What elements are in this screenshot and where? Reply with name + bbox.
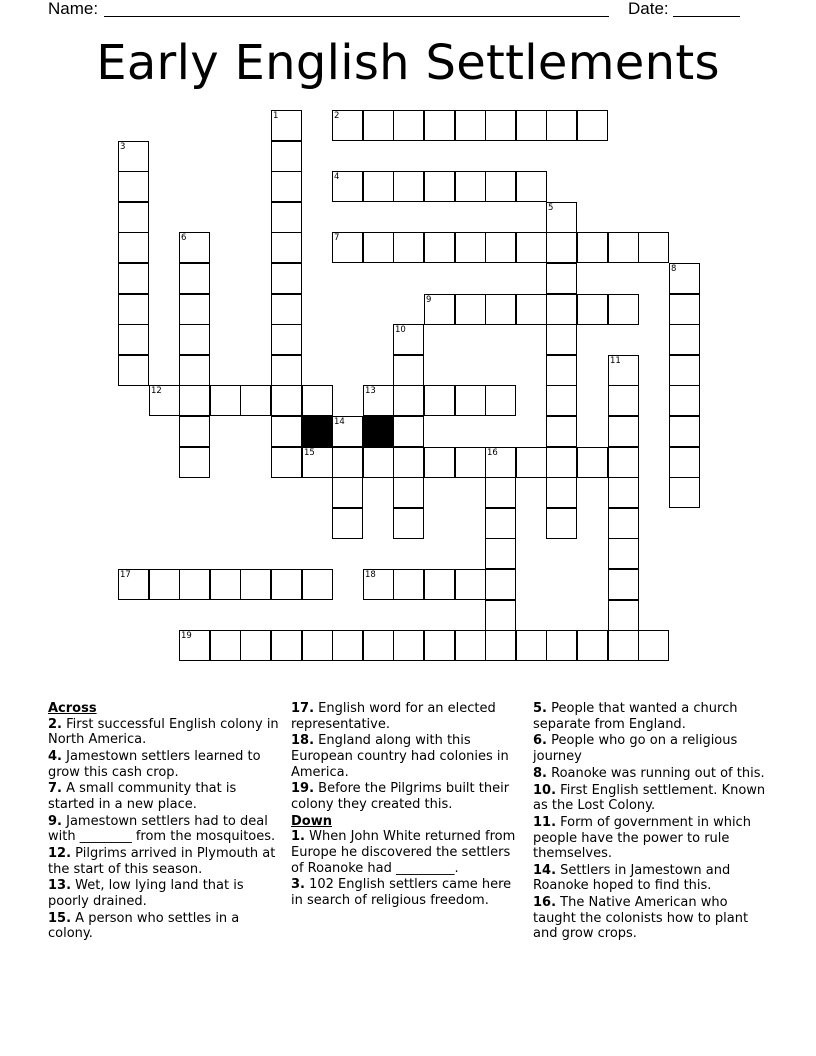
clue-number-label: 3. (291, 877, 305, 893)
clue-number-label: 10. (533, 782, 557, 798)
crossword-cell[interactable] (455, 447, 486, 478)
crossword-cell[interactable] (516, 630, 547, 661)
crossword-cell[interactable] (118, 141, 149, 172)
crossword-cell[interactable] (577, 630, 608, 661)
crossword-cell[interactable] (332, 171, 363, 202)
crossword-cell[interactable] (332, 477, 363, 508)
clue-number: 4 (334, 172, 340, 182)
crossword-cell[interactable] (363, 569, 394, 600)
clue-text: 102 English settlers came here in search of religious freedom. (291, 877, 512, 908)
clue-number-label: 15. (48, 910, 72, 926)
crossword-cell[interactable] (455, 294, 486, 325)
across-clue (48, 781, 280, 812)
crossword-cell[interactable] (608, 569, 639, 600)
across-clue (48, 717, 280, 748)
crossword-cell[interactable] (210, 630, 241, 661)
clue-text: People that wanted a church separate from England. (533, 701, 738, 732)
down-clue (291, 877, 523, 908)
crossword-cell[interactable] (546, 202, 577, 233)
clue-number: 19 (181, 631, 192, 641)
clue-number-label: 5. (533, 701, 547, 716)
crossword-cell[interactable] (332, 110, 363, 141)
clue-number-label: 6. (533, 733, 547, 749)
down-clue (533, 863, 769, 894)
crossword-cell[interactable] (608, 294, 639, 325)
clue-number-label: 9. (48, 813, 62, 829)
clue-text: Settlers in Jamestown and Roanoke hoped to find this. (533, 862, 731, 894)
clue-number-label: 2. (48, 716, 62, 732)
crossword-cell[interactable] (669, 294, 700, 325)
crossword-cell[interactable] (638, 232, 669, 263)
crossword-cell[interactable] (240, 569, 271, 600)
crossword-cell[interactable] (393, 508, 424, 539)
crossword-cell[interactable] (179, 416, 210, 447)
crossword-cell[interactable] (424, 385, 455, 416)
clue-text: Before the Pilgrims built their colony they created this. (291, 781, 510, 812)
crossword-cell[interactable] (179, 294, 210, 325)
clue-text: People who go on a religious journey (533, 733, 738, 764)
crossword-cell[interactable] (577, 447, 608, 478)
crossword-cell[interactable] (179, 263, 210, 294)
crossword-cell[interactable] (271, 141, 302, 172)
clue-number: 9 (426, 295, 432, 305)
crossword-cell[interactable] (485, 447, 516, 478)
clue-number-label: 7. (48, 781, 62, 797)
crossword-cell[interactable] (118, 569, 149, 600)
crossword-cell[interactable] (363, 385, 394, 416)
down-clue (291, 829, 523, 876)
crossword-cell[interactable] (393, 355, 424, 386)
crossword-cell[interactable] (149, 569, 180, 600)
crossword-cell[interactable] (363, 171, 394, 202)
down-clue (533, 783, 769, 814)
crossword-cell[interactable] (332, 508, 363, 539)
crossword-cell[interactable] (516, 110, 547, 141)
crossword-cell[interactable] (485, 110, 516, 141)
crossword-cell[interactable] (669, 447, 700, 478)
crossword-cell[interactable] (455, 171, 486, 202)
crossword-cell[interactable] (608, 416, 639, 447)
across-clue (48, 878, 280, 909)
crossword-cell[interactable] (669, 477, 700, 508)
crossword-cell[interactable] (393, 171, 424, 202)
clue-text: Roanoke was running out of this. (546, 765, 765, 781)
crossword-cell[interactable] (271, 416, 302, 447)
crossword-cell[interactable] (669, 263, 700, 294)
crossword-cell[interactable] (179, 355, 210, 386)
crossword-cell[interactable] (669, 416, 700, 447)
crossword-cell[interactable] (332, 630, 363, 661)
crossword-cell[interactable] (363, 447, 394, 478)
crossword-cell[interactable] (546, 416, 577, 447)
clue-text: When John White returned from Europe he discovered the settlers of Roanoke had _________. (291, 829, 516, 876)
clue-text: Form of government in which people have the power to rule themselves. (533, 814, 751, 862)
clues-column-1 (48, 701, 280, 943)
crossword-cell[interactable] (118, 263, 149, 294)
crossword-cell[interactable] (455, 110, 486, 141)
crossword-cell[interactable] (179, 232, 210, 263)
across-clue (291, 781, 523, 812)
crossword-cell[interactable] (546, 232, 577, 263)
crossword-cell[interactable] (424, 569, 455, 600)
crossword-cell[interactable] (332, 447, 363, 478)
crossword-cell[interactable] (455, 232, 486, 263)
clue-number-label: 4. (48, 748, 62, 764)
crossword-cell[interactable] (638, 630, 669, 661)
crossword-cell[interactable] (546, 447, 577, 478)
crossword-cell[interactable] (485, 538, 516, 569)
clue-number: 17 (120, 570, 131, 580)
crossword-cell[interactable] (485, 569, 516, 600)
name-label: Name: (48, 0, 99, 18)
clues-column-3 (533, 701, 769, 943)
puzzle-title: Early English Settlements (96, 35, 720, 91)
across-clue (48, 911, 280, 942)
clue-number: 3 (120, 142, 126, 152)
crossword-cell[interactable] (608, 600, 639, 631)
crossword-block (363, 416, 394, 447)
crossword-cell[interactable] (424, 232, 455, 263)
crossword-cell[interactable] (608, 630, 639, 661)
crossword-cell[interactable] (271, 447, 302, 478)
clues-column-2 (291, 701, 523, 910)
clue-text: A small community that is started in a new place. (48, 781, 237, 812)
crossword-cell[interactable] (424, 630, 455, 661)
crossword-cell[interactable] (271, 263, 302, 294)
crossword-cell[interactable] (455, 630, 486, 661)
crossword-cell[interactable] (271, 110, 302, 141)
crossword-cell[interactable] (516, 232, 547, 263)
crossword-cell[interactable] (302, 569, 333, 600)
clue-text: First English settlement. Known as the Lost Colony. (533, 782, 766, 814)
clue-number-label: 16. (533, 895, 557, 911)
clue-number: 12 (151, 386, 162, 396)
clue-number: 2 (334, 111, 340, 121)
crossword-cell[interactable] (271, 171, 302, 202)
crossword-cell[interactable] (271, 569, 302, 600)
across-clue (48, 814, 280, 845)
crossword-cell[interactable] (669, 385, 700, 416)
crossword-cell[interactable] (546, 477, 577, 508)
clue-text: A person who settles in a colony. (48, 910, 240, 942)
across-clue (291, 733, 523, 780)
clue-number: 8 (671, 264, 677, 274)
crossword-cell[interactable] (393, 477, 424, 508)
crossword-cell[interactable] (608, 508, 639, 539)
crossword-cell[interactable] (424, 110, 455, 141)
clue-number: 11 (610, 356, 621, 366)
crossword-cell[interactable] (179, 447, 210, 478)
clue-number: 16 (487, 448, 498, 458)
crossword-cell[interactable] (608, 538, 639, 569)
crossword-cell[interactable] (179, 385, 210, 416)
across-clue (48, 749, 280, 780)
clue-text: Jamestown settlers had to deal with ________ from the mosquitoes. (48, 813, 276, 845)
clue-text: The Native American who taught the colonists how to plant and grow crops. (533, 895, 749, 942)
down-clue (533, 701, 769, 732)
crossword-cell[interactable] (118, 324, 149, 355)
crossword-cell[interactable] (118, 232, 149, 263)
crossword-cell[interactable] (485, 294, 516, 325)
clue-number: 1 (273, 111, 279, 121)
clue-number-label: 18. (291, 733, 315, 749)
clue-number-label: 14. (533, 862, 557, 878)
crossword-cell[interactable] (455, 385, 486, 416)
date-label: Date: (628, 0, 669, 18)
crossword-cell[interactable] (332, 232, 363, 263)
crossword-cell[interactable] (179, 630, 210, 661)
clue-text: Jamestown settlers learned to grow this cash crop. (48, 748, 261, 780)
crossword-cell[interactable] (577, 110, 608, 141)
clue-number: 6 (181, 233, 187, 243)
crossword-cell[interactable] (546, 630, 577, 661)
clue-number-label: 8. (533, 765, 547, 781)
clue-number: 10 (395, 325, 406, 335)
crossword-cell[interactable] (669, 324, 700, 355)
crossword-cell[interactable] (485, 630, 516, 661)
crossword-cell[interactable] (302, 385, 333, 416)
crossword-cell[interactable] (271, 294, 302, 325)
crossword-cell[interactable] (577, 232, 608, 263)
crossword-cell[interactable] (546, 110, 577, 141)
crossword-cell[interactable] (332, 416, 363, 447)
crossword-cell[interactable] (546, 355, 577, 386)
down-heading: Down (291, 813, 332, 829)
clue-text: Pilgrims arrived in Plymouth at the start of this season. (48, 846, 276, 877)
across-heading: Across (48, 701, 97, 716)
crossword-cell[interactable] (546, 294, 577, 325)
crossword-cell[interactable] (608, 447, 639, 478)
clue-number: 7 (334, 233, 340, 243)
crossword-cell[interactable] (546, 324, 577, 355)
crossword-cell[interactable] (485, 232, 516, 263)
crossword-cell[interactable] (393, 110, 424, 141)
clue-number: 14 (334, 417, 345, 427)
crossword-cell[interactable] (485, 171, 516, 202)
crossword-cell[interactable] (393, 232, 424, 263)
crossword-cell[interactable] (393, 569, 424, 600)
clue-text: English word for an elected representative. (291, 701, 496, 732)
crossword-cell[interactable] (271, 355, 302, 386)
crossword-cell[interactable] (608, 477, 639, 508)
clue-text: Wet, low lying land that is poorly drained. (48, 878, 244, 910)
crossword-cell[interactable] (424, 294, 455, 325)
crossword-cell[interactable] (485, 508, 516, 539)
crossword-cell[interactable] (608, 355, 639, 386)
crossword-cell[interactable] (179, 324, 210, 355)
crossword-cell[interactable] (179, 569, 210, 600)
clue-text: First successful English colony in North America. (48, 716, 279, 748)
crossword-cell[interactable] (669, 355, 700, 386)
crossword-cell[interactable] (302, 447, 333, 478)
crossword-cell[interactable] (149, 385, 180, 416)
crossword-cell[interactable] (393, 416, 424, 447)
crossword-cell[interactable] (546, 263, 577, 294)
crossword-cell[interactable] (240, 385, 271, 416)
crossword-cell[interactable] (363, 110, 394, 141)
clue-number-label: 13. (48, 878, 72, 894)
crossword-cell[interactable] (271, 202, 302, 233)
crossword-cell[interactable] (516, 294, 547, 325)
crossword-cell[interactable] (393, 447, 424, 478)
clue-number-label: 1. (291, 829, 305, 845)
crossword-cell[interactable] (424, 171, 455, 202)
crossword-cell[interactable] (577, 294, 608, 325)
clue-number-label: 11. (533, 814, 557, 830)
clue-number-label: 17. (291, 701, 315, 716)
crossword-cell[interactable] (393, 385, 424, 416)
clue-text: England along with this European country had colonies in America. (291, 733, 509, 780)
crossword-cell[interactable] (393, 630, 424, 661)
crossword-cell[interactable] (118, 202, 149, 233)
clue-number: 13 (365, 386, 376, 396)
crossword-cell[interactable] (485, 477, 516, 508)
crossword-cell[interactable] (118, 355, 149, 386)
down-clue (533, 733, 769, 764)
crossword-cell[interactable] (210, 385, 241, 416)
across-clue (291, 701, 523, 732)
down-clue (533, 895, 769, 942)
crossword-cell[interactable] (363, 232, 394, 263)
crossword-cell[interactable] (424, 447, 455, 478)
crossword-cell[interactable] (608, 385, 639, 416)
crossword-cell[interactable] (516, 447, 547, 478)
clue-number-label: 12. (48, 846, 72, 862)
clue-number: 18 (365, 570, 376, 580)
crossword-cell[interactable] (118, 171, 149, 202)
crossword-cell[interactable] (485, 385, 516, 416)
down-clue (533, 766, 769, 782)
crossword-cell[interactable] (210, 569, 241, 600)
clue-number-label: 19. (291, 781, 315, 797)
crossword-cell[interactable] (271, 385, 302, 416)
crossword-cell[interactable] (455, 569, 486, 600)
crossword-cell[interactable] (240, 630, 271, 661)
crossword-cell[interactable] (546, 385, 577, 416)
crossword-cell[interactable] (271, 324, 302, 355)
down-clue (533, 815, 769, 862)
crossword-cell[interactable] (118, 294, 149, 325)
crossword-cell[interactable] (302, 630, 333, 661)
crossword-cell[interactable] (608, 232, 639, 263)
crossword-cell[interactable] (485, 600, 516, 631)
crossword-cell[interactable] (271, 232, 302, 263)
crossword-cell[interactable] (546, 508, 577, 539)
crossword-cell[interactable] (271, 630, 302, 661)
across-clue (48, 846, 280, 877)
clue-number: 15 (304, 448, 315, 458)
crossword-cell[interactable] (393, 324, 424, 355)
crossword-block (302, 416, 333, 447)
clue-number: 5 (548, 203, 554, 213)
crossword-cell[interactable] (363, 630, 394, 661)
crossword-cell[interactable] (516, 171, 547, 202)
